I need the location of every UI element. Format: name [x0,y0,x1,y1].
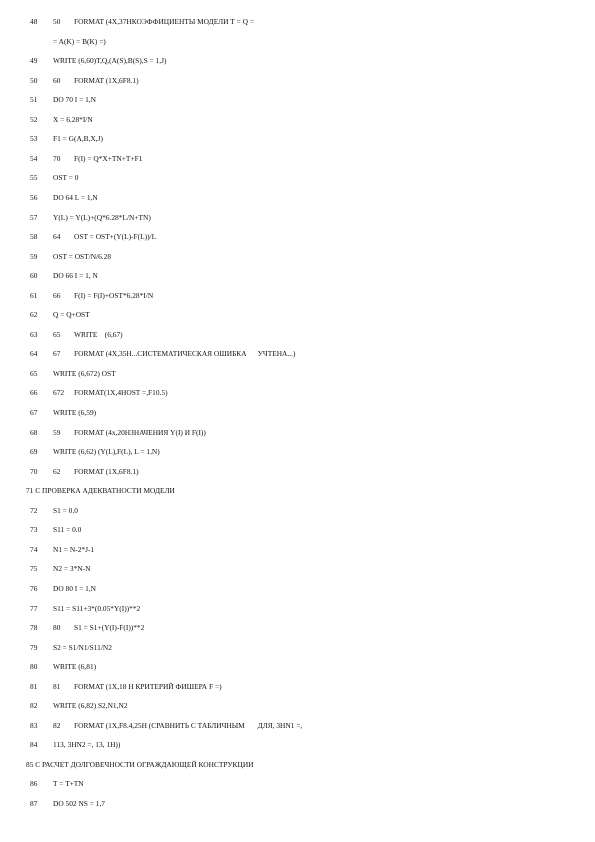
code-line [0,486,595,496]
code-line [0,252,595,262]
code-line [0,584,595,594]
code-line [0,213,595,223]
line-number: 70 [30,466,38,476]
code-line [0,95,595,105]
code-line [0,154,595,164]
statement-text: T = T+TN [53,779,84,789]
statement-label: 65 [53,329,61,339]
line-number: 64 [30,349,38,359]
code-line [0,134,595,144]
line-number: 66 [30,388,38,398]
statement-text: 113, 3HN2 =, 13, 1H)) [53,740,121,750]
code-line [0,506,595,516]
line-number: 59 [30,251,38,261]
statement-text: FORMAT (4X,35H...СИСТЕМАТИЧЕСКАЯ ОШИБКА УЧТЕНА...) [74,349,296,359]
code-line [0,799,595,809]
line-number: 56 [30,192,38,202]
code-line [0,760,595,770]
code-line [0,17,595,27]
code-line [0,643,595,653]
code-line [0,701,595,711]
statement-label: 62 [53,466,61,476]
statement-text: FORMAT (1X,F8.4,25H (СРАВНИТЬ С ТАБЛИЧНЫМ ДЛЯ, 3HN1 =, [74,720,303,730]
line-number: 83 [30,720,38,730]
statement-label: 64 [53,232,61,242]
code-line [0,682,595,692]
statement-text: Q = Q+OST [53,310,90,320]
statement-label: 59 [53,427,61,437]
line-number: 51 [30,95,38,105]
code-line [0,291,595,301]
statement-text: F1 = G(A,B,X,J) [53,134,103,144]
line-number: 67 [30,408,38,417]
code-line [0,662,595,672]
comment-text: 71 C ПРОВЕРКА АДЕКВАТНОСТИ МОДЕЛИ [26,486,175,496]
statement-text: = A(K) = B(K) =) [53,36,106,46]
code-line [0,310,595,320]
line-number: 60 [30,271,38,281]
statement-label: 67 [53,349,61,359]
statement-text: S1 = 0.0 [53,505,78,515]
statement-text: S11 = S11+3*(0.05*Y(I))**2 [53,603,141,613]
code-line [0,349,595,359]
statement-text: DO 66 I = 1, N [53,271,98,281]
code-line [0,623,595,633]
statement-text: FORMAT (1X,18 Н КРИТЕРИЙ ФИШЕРА F =) [74,681,222,691]
statement-label: 60 [53,75,61,85]
statement-text: FORMAT (1X,6F8.1) [74,466,139,476]
line-number: 65 [30,368,38,378]
statement-text: Y(L) = Y(L)+(Q*6.28*L/N+TN) [53,212,151,222]
line-number: 84 [30,740,38,750]
statement-text: S1 = S1+(Y(I)-F(I))**2 [74,623,145,633]
code-line [0,232,595,242]
line-number: 63 [30,329,38,339]
code-line [0,173,595,183]
statement-text: S2 = S1/N1/S11/N2 [53,642,112,652]
code-line [0,740,595,750]
statement-text: DO 64 L = 1,N [53,192,98,202]
code-line [0,604,595,614]
statement-text: WRITE (6,59) [53,408,97,417]
line-number: 78 [30,623,38,633]
line-number: 49 [30,56,38,66]
line-number: 77 [30,603,38,613]
statement-text: F(I) = F(I)+OST*6.28*I/N [74,290,154,300]
line-number: 73 [30,525,38,535]
statement-text: WRITE (6,81) [53,662,97,672]
line-number: 54 [30,153,38,163]
code-line [0,115,595,125]
line-number: 75 [30,564,38,574]
line-number: 76 [30,583,38,593]
line-number: 87 [30,799,38,808]
line-number: 72 [30,505,38,515]
statement-label: 50 [53,17,61,26]
statement-text: DO 80 I = 1,N [53,583,96,593]
line-number: 69 [30,447,38,457]
code-line [0,408,595,418]
statement-label: 70 [53,153,61,163]
line-number: 62 [30,310,38,320]
code-line [0,369,595,379]
statement-text: WRITE (6,67) [74,329,123,339]
line-number: 80 [30,662,38,672]
code-line [0,721,595,731]
code-line [0,428,595,438]
line-number: 58 [30,232,38,242]
statement-text: WRITE (6,60)T,Q,(A(S),B(S),S = 1,J) [53,56,167,66]
statement-text: FORMAT (4X,37HКОЭФФИЦИЕНТЫ МОДЕЛИ Т = Q = [74,17,255,26]
statement-text: N1 = N-2*J-1 [53,544,95,554]
code-line [0,193,595,203]
line-number: 50 [30,75,38,85]
code-line [0,56,595,66]
line-number: 74 [30,544,38,554]
statement-text: WRITE (6,672) OST [53,368,116,378]
statement-text: OST = OST/N/6.28 [53,251,112,261]
statement-label: 80 [53,623,61,633]
statement-text: OST = 0 [53,173,79,183]
line-number: 53 [30,134,38,144]
code-line [0,467,595,477]
comment-text: 85 C РАСЧЕТ ДОЛГОВЕЧНОСТИ ОГРАЖДАЮЩЕЙ КОНСТРУКЦИИ [26,759,254,769]
code-line [0,525,595,535]
statement-text: WRITE (6,82) S2,N1,N2 [53,701,128,711]
line-number: 55 [30,173,38,183]
statement-text: FORMAT(1X,4HOST =,F10.5) [74,388,168,398]
line-number: 81 [30,681,38,691]
line-number: 61 [30,290,38,300]
line-number: 82 [30,701,38,711]
code-line [0,76,595,86]
statement-label: 82 [53,720,61,730]
code-line [0,564,595,574]
statement-text: DO 502 NS = 1,7 [53,799,106,808]
code-line [0,545,595,555]
statement-text: OST = OST+(Y(L)-F(L))/L [74,232,157,242]
code-line [0,37,595,47]
statement-text: WRITE (6,62) (Y(L),F(L), L = 1,N) [53,447,160,457]
statement-label: 66 [53,290,61,300]
line-number: 79 [30,642,38,652]
code-line [0,271,595,281]
statement-text: X = 6.28*I/N [53,114,93,124]
statement-text: DO 70 I = 1,N [53,95,96,105]
line-number: 48 [30,17,38,26]
line-number: 52 [30,114,38,124]
code-line [0,330,595,340]
code-line [0,388,595,398]
statement-text: S11 = 0.0 [53,525,82,535]
code-line [0,447,595,457]
line-number: 86 [30,779,38,789]
line-number: 57 [30,212,38,222]
statement-text: N2 = 3*N-N [53,564,91,574]
statement-text: FORMAT (1X,6F8.1) [74,75,139,85]
statement-label: 81 [53,681,61,691]
statement-label: 672 [53,388,65,398]
statement-text: F(I) = Q*X+TN+T+F1 [74,153,143,163]
code-line [0,779,595,789]
line-number: 68 [30,427,38,437]
statement-text: FORMAT (4x,20НЗНАЧЕНИЯ Y(I) И F(I)) [74,427,206,437]
